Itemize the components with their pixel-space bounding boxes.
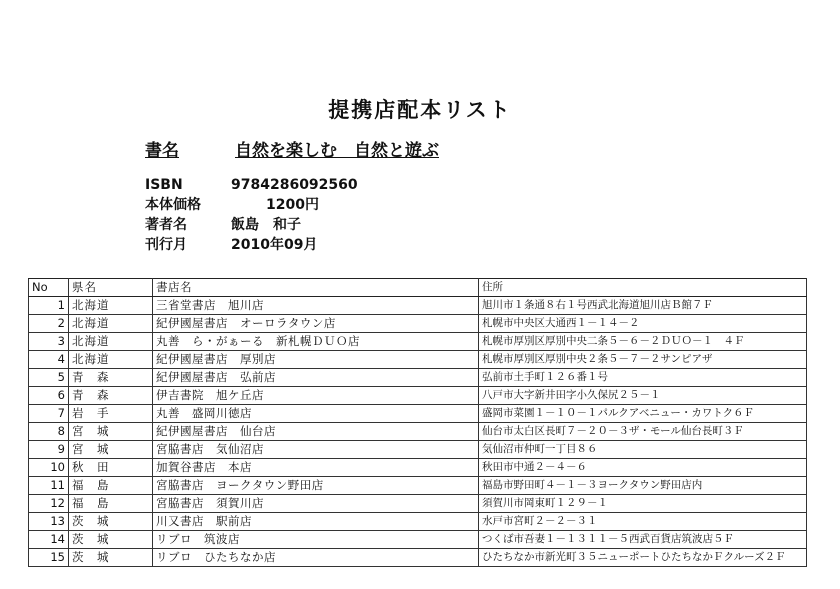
row-address: 旭川市１条通８右１号西武北海道旭川店Ｂ館７Ｆ (479, 297, 807, 315)
row-no: 14 (29, 531, 69, 549)
header-address: 住所 (479, 279, 807, 297)
row-no: 15 (29, 549, 69, 567)
row-store: 紀伊國屋書店 弘前店 (153, 369, 479, 387)
row-spacer (131, 423, 153, 441)
row-no: 8 (29, 423, 69, 441)
author-label: 著者名 (145, 217, 187, 233)
table-row (29, 315, 807, 333)
row-spacer (131, 387, 153, 405)
row-pref: 茨 城 (69, 549, 131, 567)
row-spacer (131, 549, 153, 567)
row-no: 12 (29, 495, 69, 513)
table-row (29, 441, 807, 459)
table-row (29, 387, 807, 405)
row-address: 仙台市太白区長町７－２０－３ザ・モール仙台長町３Ｆ (479, 423, 807, 441)
row-address: 須賀川市岡東町１２９－１ (479, 495, 807, 513)
row-no: 3 (29, 333, 69, 351)
price-row (145, 195, 358, 215)
price-label: 本体価格 (145, 197, 201, 213)
author-row (145, 215, 358, 235)
row-address: 盛岡市菜園１－１０－１パルクアベニュー・カワトク６Ｆ (479, 405, 807, 423)
row-address: 八戸市大字新井田字小久保尻２５－１ (479, 387, 807, 405)
row-no: 4 (29, 351, 69, 369)
row-spacer (131, 333, 153, 351)
row-no: 9 (29, 441, 69, 459)
row-address: 気仙沼市仲町一丁目８６ (479, 441, 807, 459)
row-address: ひたちなか市新光町３５ニューポートひたちなかＦクルーズ２Ｆ (479, 549, 807, 567)
row-spacer (131, 495, 153, 513)
row-store: 丸善 盛岡川徳店 (153, 405, 479, 423)
row-address: 札幌市厚別区厚別中央二条５－６－２ＤＵＯ－１ ４Ｆ (479, 333, 807, 351)
row-pref: 北海道 (69, 351, 131, 369)
author-value: 飯島 和子 (231, 217, 301, 233)
book-title-label: 書名 (145, 141, 179, 161)
row-no: 6 (29, 387, 69, 405)
header-store: 書店名 (153, 279, 479, 297)
table-row (29, 405, 807, 423)
row-spacer (131, 513, 153, 531)
row-address: 札幌市厚別区厚別中央２条５－７－２サンピアザ (479, 351, 807, 369)
row-no: 1 (29, 297, 69, 315)
date-value: 2010年09月 (231, 237, 318, 253)
row-store: 紀伊國屋書店 オーロラタウン店 (153, 315, 479, 333)
table-row (29, 477, 807, 495)
date-label: 刊行月 (145, 237, 187, 253)
row-pref: 岩 手 (69, 405, 131, 423)
row-address: つくば市吾妻１－１３１１－５西武百貨店筑波店５Ｆ (479, 531, 807, 549)
row-spacer (131, 477, 153, 495)
row-address: 秋田市中通２－４－６ (479, 459, 807, 477)
row-store: 加賀谷書店 本店 (153, 459, 479, 477)
row-store: 宮脇書店 須賀川店 (153, 495, 479, 513)
table-row (29, 333, 807, 351)
table-row (29, 459, 807, 477)
row-pref: 宮 城 (69, 423, 131, 441)
row-pref: 北海道 (69, 297, 131, 315)
row-store: 伊吉書院 旭ケ丘店 (153, 387, 479, 405)
date-row (145, 235, 358, 255)
row-pref: 北海道 (69, 315, 131, 333)
table-row (29, 369, 807, 387)
row-pref: 福 島 (69, 477, 131, 495)
row-store: 宮脇書店 ヨークタウン野田店 (153, 477, 479, 495)
store-table (28, 278, 807, 567)
row-address: 弘前市土手町１２６番１号 (479, 369, 807, 387)
row-address: 福島市野田町４－１－３ヨークタウン野田店内 (479, 477, 807, 495)
book-meta (145, 175, 358, 255)
book-title-value: 自然を楽しむ 自然と遊ぶ (235, 141, 439, 161)
row-no: 11 (29, 477, 69, 495)
row-pref: 青 森 (69, 387, 131, 405)
table-row (29, 297, 807, 315)
row-spacer (131, 351, 153, 369)
row-store: 三省堂書店 旭川店 (153, 297, 479, 315)
row-address: 札幌市中央区大通西１－１４－２ (479, 315, 807, 333)
row-store: リブロ 筑波店 (153, 531, 479, 549)
row-store: 紀伊國屋書店 仙台店 (153, 423, 479, 441)
book-title-line (145, 136, 439, 161)
row-store: リブロ ひたちなか店 (153, 549, 479, 567)
row-no: 10 (29, 459, 69, 477)
row-no: 7 (29, 405, 69, 423)
page-title: 提携店配本リスト (328, 98, 512, 122)
table-row (29, 351, 807, 369)
row-spacer (131, 315, 153, 333)
row-spacer (131, 405, 153, 423)
table-header-row (29, 279, 807, 297)
row-pref: 北海道 (69, 333, 131, 351)
row-address: 水戸市宮町２－２－３１ (479, 513, 807, 531)
row-spacer (131, 369, 153, 387)
row-spacer (131, 459, 153, 477)
row-pref: 茨 城 (69, 513, 131, 531)
row-pref: 秋 田 (69, 459, 131, 477)
table-row (29, 531, 807, 549)
row-store: 丸善 ら・がぁーる 新札幌ＤＵＯ店 (153, 333, 479, 351)
row-store: 川又書店 駅前店 (153, 513, 479, 531)
header-no: No (29, 279, 69, 297)
header-spacer (131, 279, 153, 297)
table-row (29, 495, 807, 513)
row-store: 紀伊國屋書店 厚別店 (153, 351, 479, 369)
row-pref: 茨 城 (69, 531, 131, 549)
header-pref: 県名 (69, 279, 131, 297)
row-spacer (131, 297, 153, 315)
table-row (29, 549, 807, 567)
row-spacer (131, 441, 153, 459)
isbn-label: ISBN (145, 177, 183, 193)
row-pref: 福 島 (69, 495, 131, 513)
table-row (29, 513, 807, 531)
row-pref: 宮 城 (69, 441, 131, 459)
row-no: 2 (29, 315, 69, 333)
table-row (29, 423, 807, 441)
row-spacer (131, 531, 153, 549)
price-value: 1200円 (266, 197, 319, 213)
isbn-row (145, 175, 358, 195)
row-store: 宮脇書店 気仙沼店 (153, 441, 479, 459)
row-no: 5 (29, 369, 69, 387)
isbn-value: 9784286092560 (231, 177, 358, 193)
row-no: 13 (29, 513, 69, 531)
row-pref: 青 森 (69, 369, 131, 387)
